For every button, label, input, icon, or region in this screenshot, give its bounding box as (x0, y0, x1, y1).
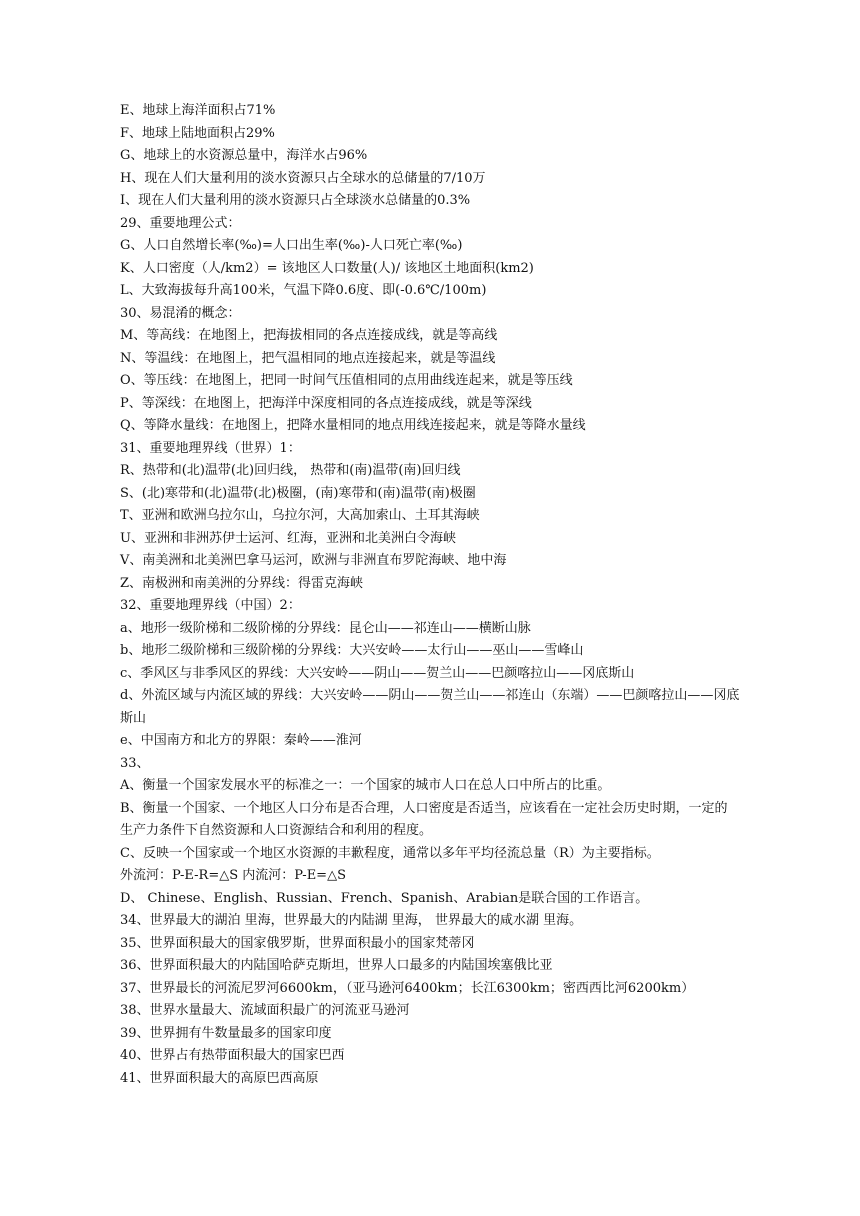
text-line: Z、南极洲和南美洲的分界线：得雷克海峡 (120, 575, 364, 591)
section-heading-33: 33、 (120, 755, 150, 771)
text-line: Q、等降水量线：在地图上，把降水量相同的地点用线连接起来，就是等降水量线 (120, 418, 586, 433)
text-line: V、南美洲和北美洲巴拿马运河，欧洲与非洲直布罗陀海峡、地中海 (120, 553, 507, 568)
document-body (120, 100, 740, 1090)
text-line: 35、世界面积最大的国家俄罗斯，世界面积最小的国家梵蒂冈 (120, 935, 475, 951)
text-line: G、地球上的水资源总量中，海洋水占96% (120, 148, 368, 163)
text-paragraph: d、外流区域与内流区域的界线：大兴安岭——阴山——贺兰山——祁连山（东端）——巴颜喀拉山——冈底斯山 (120, 688, 740, 726)
text-line: a、地形一级阶梯和二级阶梯的分界线：昆仑山——祁连山——横断山脉 (120, 620, 531, 636)
text-line: 38、世界水量最大、流域面积最广的河流亚马逊河 (120, 1003, 410, 1018)
text-line: G、人口自然增长率(‰)=人口出生率(‰)-人口死亡率(‰) (120, 238, 463, 253)
text-line: E、地球上海洋面积占71% (120, 103, 276, 118)
text-line: b、地形二级阶梯和三级阶梯的分界线：大兴安岭——太行山——巫山——雪峰山 (120, 643, 584, 658)
text-line: 外流河：P-E-R=△S 内流河：P-E=△S (120, 868, 346, 883)
section-heading-31: 31、重要地理界线（世界）1： (120, 440, 301, 456)
text-line: N、等温线：在地图上，把气温相同的地点连接起来，就是等温线 (120, 350, 496, 366)
text-line: L、大致海拔每升高100米，气温下降0.6度、即(-0.6℃/100m) (120, 283, 487, 298)
text-line: P、等深线：在地图上，把海洋中深度相同的各点连接成线，就是等深线 (120, 395, 532, 411)
text-line: H、现在人们大量利用的淡水资源只占全球水的总储量的7/10万 (120, 170, 486, 186)
section-heading-32: 32、重要地理界线（中国）2： (120, 598, 301, 613)
text-line: U、亚洲和非洲苏伊士运河、红海，亚洲和北美洲白令海峡 (120, 530, 456, 546)
text-line: S、(北)寒带和(北)温带(北)极圈，(南)寒带和(南)温带(南)极圈 (120, 485, 476, 501)
text-line: I、现在人们大量利用的淡水资源只占全球淡水总储量的0.3% (120, 193, 471, 208)
section-heading-30: 30、易混淆的概念： (120, 305, 241, 321)
text-line: 40、世界占有热带面积最大的国家巴西 (120, 1048, 345, 1063)
section-heading-29: 29、重要地理公式： (120, 215, 241, 231)
text-line: F、地球上陆地面积占29% (120, 125, 275, 141)
text-line: M、等高线：在地图上，把海拔相同的各点连接成线，就是等高线 (120, 328, 498, 343)
text-line: D、 Chinese、English、Russian、French、Spanish、Arabian是联合国的工作语言。 (120, 890, 649, 906)
text-line: 39、世界拥有牛数量最多的国家印度 (120, 1025, 332, 1041)
text-line: K、人口密度（人/km2）= 该地区人口数量(人)/ 该地区土地面积(km2) (120, 260, 534, 276)
text-line: C、反映一个国家或一个地区水资源的丰歉程度，通常以多年平均径流总量（R）为主要指标。 (120, 845, 660, 861)
text-paragraph: B、衡量一个国家、一个地区人口分布是否合理，人口密度是否适当，应该看在一定社会历史时期，一定的生产力条件下自然资源和人口资源结合和利用的程度。 (120, 800, 728, 838)
text-line: A、衡量一个国家发展水平的标准之一：一个国家的城市人口在总人口中所占的比重。 (120, 778, 611, 793)
text-line: O、等压线：在地图上，把同一时间气压值相同的点用曲线连起来，就是等压线 (120, 373, 573, 388)
text-line: 41、世界面积最大的高原巴西高原 (120, 1070, 319, 1086)
text-line: 34、世界最大的湖泊 里海，世界最大的内陆湖 里海， 世界最大的咸水湖 里海。 (120, 913, 583, 928)
text-line: 37、世界最长的河流尼罗河6600km，（亚马逊河6400km；长江6300km；密西西比河6200km） (120, 980, 695, 996)
text-line: 36、世界面积最大的内陆国哈萨克斯坦，世界人口最多的内陆国埃塞俄比亚 (120, 958, 553, 973)
text-line: T、亚洲和欧洲乌拉尔山，乌拉尔河，大高加索山、土耳其海峡 (120, 508, 480, 523)
text-line: e、中国南方和北方的界限：秦岭——淮河 (120, 733, 362, 748)
text-line: R、热带和(北)温带(北)回归线， 热带和(南)温带(南)回归线 (120, 463, 461, 478)
text-line: c、季风区与非季风区的界线：大兴安岭——阴山——贺兰山——巴颜喀拉山——冈底斯山 (120, 665, 635, 681)
